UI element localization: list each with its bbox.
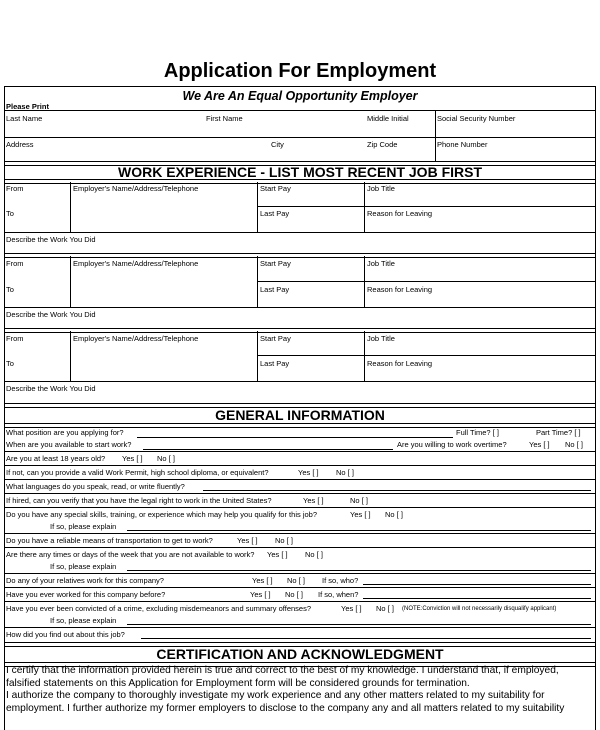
certification-line-1: I certify that the information provided herein is true and correct to the best of my knowledge. I understand that, if employed, — [6, 665, 559, 676]
job1-employer[interactable]: Employer's Name/Address/Telephone — [73, 184, 199, 193]
job1-reason[interactable]: Reason for Leaving — [367, 209, 433, 218]
ssn-field[interactable]: Social Security Number — [437, 114, 516, 123]
certification-line-3: I authorize the company to thoroughly investigate my work experience and any other matters related to my suitability for — [6, 690, 545, 701]
worked-when-label: If so, when? — [318, 590, 359, 599]
job3-last-pay[interactable]: Last Pay — [260, 359, 290, 368]
eeo-statement: We Are An Equal Opportunity Employer — [182, 89, 418, 103]
days-question: Are there any times or days of the week that you are not available to work? — [6, 550, 255, 559]
job2-reason[interactable]: Reason for Leaving — [367, 285, 433, 294]
worked-question: Have you ever worked for this company before? — [6, 590, 166, 599]
relatives-who-input[interactable] — [363, 584, 591, 585]
start-question: When are you available to start work? — [6, 440, 132, 449]
age-question: Are you at least 18 years old? — [6, 454, 106, 463]
last-name-field[interactable]: Last Name — [6, 114, 43, 123]
permit-yes[interactable]: Yes [ ] — [298, 468, 319, 477]
job3-to[interactable]: To — [6, 359, 14, 368]
job3-title[interactable]: Job Title — [367, 334, 395, 343]
job2-to[interactable]: To — [6, 285, 14, 294]
certification-line-2: falsified statements on this Application for Employment form will be considered grounds for termination. — [6, 677, 470, 689]
job1-last-pay[interactable]: Last Pay — [260, 209, 290, 218]
position-question: What position are you applying for? — [6, 428, 124, 437]
part-time-checkbox[interactable]: Part Time? [ ] — [536, 428, 581, 437]
languages-question: What languages do you speak, read, or write fluently? — [6, 482, 185, 491]
languages-input[interactable] — [203, 490, 591, 491]
days-no[interactable]: No [ ] — [305, 550, 323, 559]
address-field[interactable]: Address — [6, 140, 34, 149]
start-input[interactable] — [143, 449, 393, 450]
hear-input[interactable] — [141, 638, 591, 639]
certification-text — [6, 665, 596, 715]
job3-from[interactable]: From — [6, 334, 24, 343]
zip-field[interactable]: Zip Code — [367, 140, 398, 149]
crime-explain-input[interactable] — [127, 624, 591, 625]
job3-describe[interactable]: Describe the Work You Did — [6, 384, 96, 393]
verify-yes[interactable]: Yes [ ] — [303, 496, 324, 505]
verify-question: If hired, can you verify that you have the legal right to work in the United States? — [6, 496, 272, 505]
skills-no[interactable]: No [ ] — [385, 510, 403, 519]
skills-explain-input[interactable] — [127, 530, 591, 531]
skills-question: Do you have any special skills, training, or experience which may help you qualify for this job? — [6, 510, 317, 519]
transport-no[interactable]: No [ ] — [275, 536, 293, 545]
form-title: Application For Employment — [163, 60, 437, 82]
application-form — [4, 86, 596, 730]
certification-heading: CERTIFICATION AND ACKNOWLEDGMENT — [156, 646, 444, 662]
relatives-question: Do any of your relatives work for this company? — [6, 576, 164, 585]
job1-title[interactable]: Job Title — [367, 184, 395, 193]
job3-reason[interactable]: Reason for Leaving — [367, 359, 433, 368]
crime-yes[interactable]: Yes [ ] — [341, 604, 362, 613]
skills-yes[interactable]: Yes [ ] — [350, 510, 371, 519]
relatives-no[interactable]: No [ ] — [287, 576, 305, 585]
transport-yes[interactable]: Yes [ ] — [237, 536, 258, 545]
worked-yes[interactable]: Yes [ ] — [250, 590, 271, 599]
age-no[interactable]: No [ ] — [157, 454, 175, 463]
general-info-heading: GENERAL INFORMATION — [215, 407, 385, 423]
days-explain-input[interactable] — [127, 570, 591, 571]
relatives-who-label: If so, who? — [322, 576, 359, 585]
job3-employer[interactable]: Employer's Name/Address/Telephone — [73, 334, 199, 343]
job2-employer[interactable]: Employer's Name/Address/Telephone — [73, 259, 199, 268]
skills-explain-label: If so, please explain — [50, 522, 117, 531]
job2-from[interactable]: From — [6, 259, 24, 268]
worked-no[interactable]: No [ ] — [285, 590, 303, 599]
phone-field[interactable]: Phone Number — [437, 140, 488, 149]
crime-note: (NOTE:Conviction will not necessarily disqualify applicant) — [402, 606, 557, 612]
job3-start-pay[interactable]: Start Pay — [260, 334, 291, 343]
overtime-yes[interactable]: Yes [ ] — [529, 440, 550, 449]
age-yes[interactable]: Yes [ ] — [122, 454, 143, 463]
please-print-label: Please Print — [6, 102, 49, 111]
job2-last-pay[interactable]: Last Pay — [260, 285, 290, 294]
worked-when-input[interactable] — [363, 598, 591, 599]
days-yes[interactable]: Yes [ ] — [267, 550, 288, 559]
days-explain-label: If so, please explain — [50, 562, 117, 571]
work-experience-heading: WORK EXPERIENCE - LIST MOST RECENT JOB FIRST — [117, 164, 483, 180]
job2-start-pay[interactable]: Start Pay — [260, 259, 291, 268]
city-field[interactable]: City — [271, 140, 284, 149]
job2-describe[interactable]: Describe the Work You Did — [6, 310, 96, 319]
crime-no[interactable]: No [ ] — [376, 604, 394, 613]
verify-no[interactable]: No [ ] — [350, 496, 368, 505]
relatives-yes[interactable]: Yes [ ] — [252, 576, 273, 585]
position-input[interactable] — [137, 437, 453, 438]
transport-question: Do you have a reliable means of transportation to get to work? — [6, 536, 213, 545]
job1-from[interactable]: From — [6, 184, 24, 193]
job1-to[interactable]: To — [6, 209, 14, 218]
job2-title[interactable]: Job Title — [367, 259, 395, 268]
middle-initial-field[interactable]: Middle Initial — [367, 114, 409, 123]
permit-question: If not, can you provide a valid Work Permit, high school diploma, or equivalent? — [6, 468, 269, 477]
overtime-no[interactable]: No [ ] — [565, 440, 583, 449]
crime-explain-label: If so, please explain — [50, 616, 117, 625]
first-name-field[interactable]: First Name — [206, 114, 243, 123]
permit-no[interactable]: No [ ] — [336, 468, 354, 477]
overtime-question: Are you willing to work overtime? — [397, 440, 507, 449]
job1-describe[interactable]: Describe the Work You Did — [6, 235, 96, 244]
full-time-checkbox[interactable]: Full Time? [ ] — [456, 428, 499, 437]
job1-start-pay[interactable]: Start Pay — [260, 184, 291, 193]
certification-line-4: employment. I further authorize my former employers to disclose to the company any and all matters related to my suitability — [6, 702, 565, 714]
crime-question: Have you ever been convicted of a crime, excluding misdemeanors and summary offenses? — [6, 604, 312, 613]
hear-question: How did you find out about this job? — [6, 630, 125, 639]
